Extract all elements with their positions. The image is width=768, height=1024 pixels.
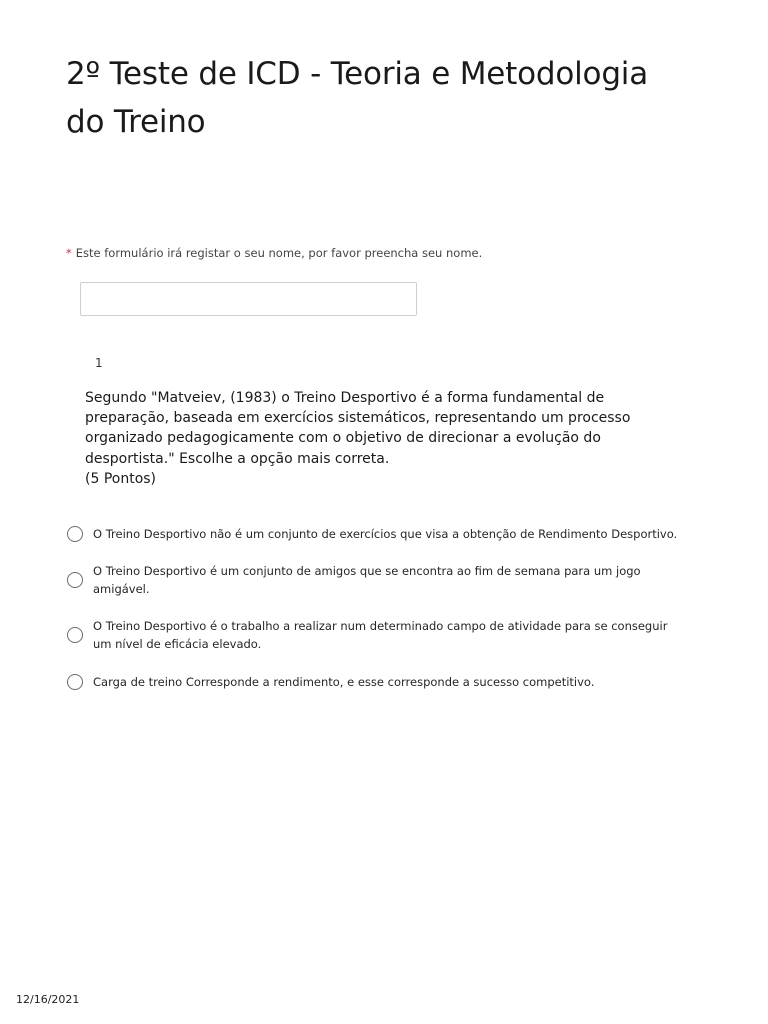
question-number: 1 bbox=[95, 356, 103, 370]
question-text-line: organizado pedagogicamente com o objetivo de direcionar a evolução do bbox=[85, 430, 601, 447]
option-3-radio[interactable] bbox=[67, 627, 83, 643]
name-notice bbox=[66, 246, 482, 260]
option-1-label-line: O Treino Desportivo não é um conjunto de exercícios que visa a obtenção de Rendimento Desportivo. bbox=[93, 527, 678, 541]
form-title bbox=[66, 50, 726, 146]
footer-date: 12/16/2021 bbox=[16, 993, 80, 1006]
option-3-label-line: um nível de eficácia elevado. bbox=[93, 637, 262, 651]
option-2-label-line: O Treino Desportivo é um conjunto de amigos que se encontra ao fim de semana para um jogo bbox=[93, 564, 641, 578]
question-text bbox=[85, 388, 645, 489]
option-2-radio[interactable] bbox=[67, 572, 83, 588]
option-3-label-line: O Treino Desportivo é o trabalho a realizar num determinado campo de atividade para se conseguir bbox=[93, 619, 668, 633]
option-1-radio[interactable] bbox=[67, 526, 83, 542]
question-text-line: preparação, baseada em exercícios sistemáticos, representando um processo bbox=[85, 410, 631, 427]
option-2-label[interactable] bbox=[93, 562, 713, 598]
question-points: (5 Pontos) bbox=[85, 470, 157, 487]
required-marker: * bbox=[66, 246, 72, 260]
option-4-label-line: Carga de treino Corresponde a rendimento, e esse corresponde a sucesso competitivo. bbox=[93, 675, 595, 689]
option-4-radio[interactable] bbox=[67, 674, 83, 690]
form-title-line-1: 2º Teste de ICD - Teoria e Metodologia bbox=[66, 56, 649, 92]
option-3-label[interactable] bbox=[93, 617, 713, 653]
option-2-label-line: amigável. bbox=[93, 582, 150, 596]
name-notice-text: Este formulário irá registar o seu nome, por favor preencha seu nome. bbox=[75, 246, 483, 260]
question-text-line: Segundo "Matveiev, (1983) o Treino Desportivo é a forma fundamental de bbox=[85, 390, 605, 406]
option-1-label[interactable] bbox=[93, 525, 713, 543]
question-text-line: desportista." Escolhe a opção mais correta. bbox=[85, 450, 390, 467]
name-input[interactable] bbox=[80, 282, 417, 316]
option-4-label[interactable] bbox=[93, 673, 713, 691]
form-title-line-2: do Treino bbox=[66, 104, 206, 140]
